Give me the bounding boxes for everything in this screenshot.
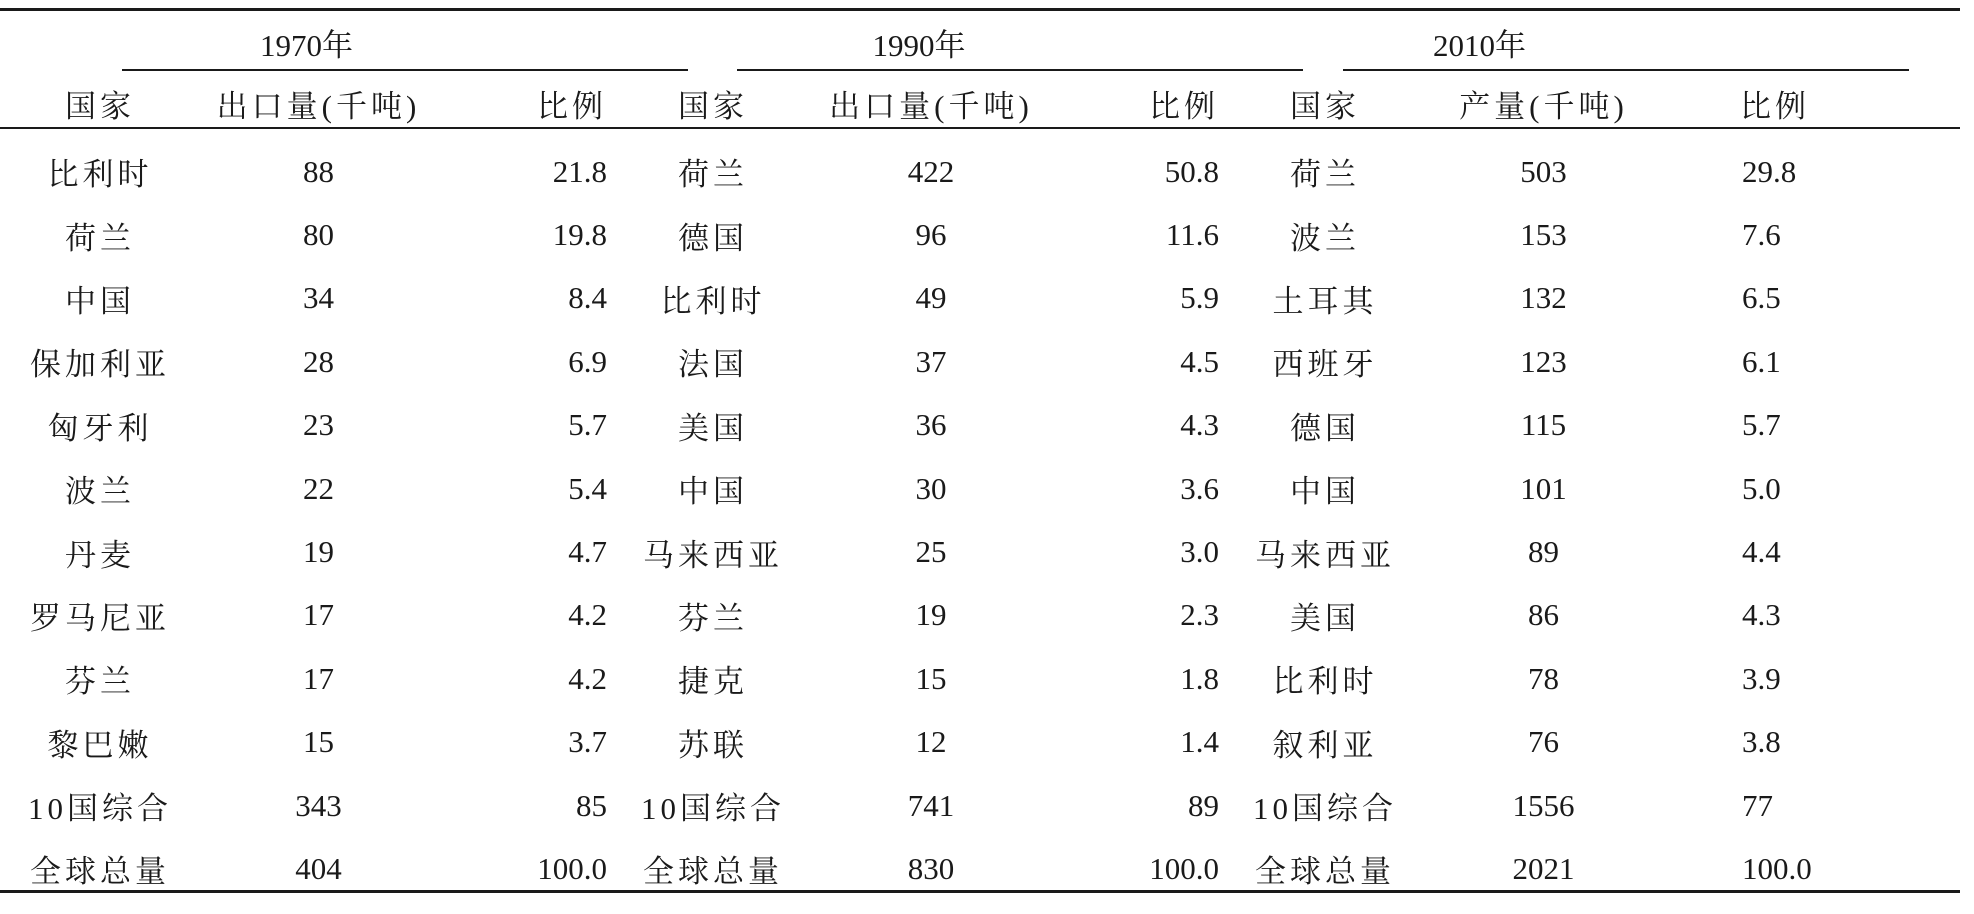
table-cell-quantity: 86 bbox=[1528, 597, 1559, 633]
table-cell-country: 荷兰 bbox=[65, 220, 135, 256]
table-cell-country: 马来西亚 bbox=[643, 537, 783, 573]
table-cell-country: 美国 bbox=[1290, 600, 1360, 636]
table-cell-quantity: 96 bbox=[915, 217, 947, 253]
table-row bbox=[0, 457, 1960, 520]
table-cell-country: 10国综合 bbox=[641, 791, 785, 827]
table-cell-country: 捷克 bbox=[678, 664, 748, 700]
table-cell-quantity: 76 bbox=[1528, 724, 1559, 760]
table-cell-ratio: 5.9 bbox=[1180, 280, 1219, 316]
table-cell-ratio: 100.0 bbox=[1742, 850, 1812, 886]
table-cell-quantity: 741 bbox=[907, 787, 955, 823]
table-cell-quantity: 37 bbox=[915, 343, 947, 379]
col-header-country: 国家 bbox=[1290, 88, 1360, 124]
col-header-country: 国家 bbox=[678, 88, 748, 124]
table-row bbox=[0, 330, 1960, 393]
table-cell-country: 芬兰 bbox=[678, 600, 748, 636]
table-body bbox=[0, 134, 1960, 901]
table-cell-quantity: 89 bbox=[1528, 534, 1559, 570]
table-cell-quantity: 80 bbox=[303, 217, 334, 253]
table-row bbox=[0, 774, 1960, 837]
table-cell-country: 全球总量 bbox=[30, 854, 170, 890]
table-cell-ratio: 50.8 bbox=[1164, 153, 1219, 189]
table-cell-quantity: 132 bbox=[1520, 280, 1567, 316]
table-cell-ratio: 21.8 bbox=[552, 153, 607, 189]
table-cell-country: 丹麦 bbox=[65, 537, 135, 573]
table-cell-quantity: 23 bbox=[303, 407, 334, 443]
table-cell-country: 苏联 bbox=[678, 727, 748, 763]
table-cell-country: 西班牙 bbox=[1272, 347, 1378, 383]
col-header-export: 出口量(千吨) bbox=[829, 88, 1033, 124]
table-cell-ratio: 29.8 bbox=[1742, 153, 1797, 189]
table-cell-country: 德国 bbox=[678, 220, 748, 256]
table-cell-ratio: 1.8 bbox=[1180, 660, 1219, 696]
table-cell-ratio: 6.9 bbox=[568, 343, 607, 379]
table-cell-quantity: 15 bbox=[915, 660, 947, 696]
table-cell-quantity: 343 bbox=[295, 787, 342, 823]
table-cell-country: 全球总量 bbox=[643, 854, 783, 890]
col-header-export: 出口量(千吨) bbox=[216, 88, 421, 124]
table-cell-quantity: 12 bbox=[915, 724, 947, 760]
table-cell-quantity: 34 bbox=[303, 280, 334, 316]
table-row bbox=[0, 394, 1960, 457]
table-cell-country: 罗马尼亚 bbox=[30, 600, 170, 636]
table-cell-ratio: 4.2 bbox=[568, 660, 607, 696]
col-header-country: 国家 bbox=[65, 88, 135, 124]
table-row bbox=[0, 647, 1960, 710]
table-cell-country: 中国 bbox=[65, 283, 135, 319]
table-cell-country: 中国 bbox=[1290, 474, 1360, 510]
group-year-2010: 2010年 bbox=[1433, 27, 1526, 63]
table-cell-ratio: 19.8 bbox=[552, 217, 607, 253]
table-cell-ratio: 5.4 bbox=[568, 470, 607, 506]
table-cell-ratio: 7.6 bbox=[1742, 217, 1781, 253]
table-cell-quantity: 15 bbox=[303, 724, 334, 760]
table-cell-country: 荷兰 bbox=[1290, 157, 1360, 193]
table-cell-country: 中国 bbox=[678, 474, 748, 510]
export-table bbox=[0, 8, 1960, 901]
table-cell-country: 保加利亚 bbox=[30, 347, 170, 383]
table-cell-quantity: 36 bbox=[915, 407, 947, 443]
table-cell-country: 10国综合 bbox=[1253, 791, 1397, 827]
table-row bbox=[0, 203, 1960, 266]
table-cell-quantity: 115 bbox=[1520, 407, 1567, 443]
table-cell-ratio: 8.4 bbox=[568, 280, 607, 316]
table-cell-quantity: 123 bbox=[1520, 343, 1567, 379]
table-cell-ratio: 3.8 bbox=[1742, 724, 1781, 760]
table-cell-ratio: 4.7 bbox=[568, 534, 607, 570]
table-cell-quantity: 153 bbox=[1520, 217, 1567, 253]
table-cell-country: 波兰 bbox=[65, 474, 135, 510]
table-cell-quantity: 17 bbox=[303, 660, 334, 696]
table-cell-country: 比利时 bbox=[660, 283, 766, 319]
table-cell-quantity: 49 bbox=[915, 280, 947, 316]
table-cell-ratio: 2.3 bbox=[1180, 597, 1219, 633]
table-cell-quantity: 830 bbox=[907, 850, 955, 886]
table-cell-ratio: 3.6 bbox=[1180, 470, 1219, 506]
table-row bbox=[0, 837, 1960, 900]
table-cell-ratio: 3.9 bbox=[1742, 660, 1781, 696]
table-cell-quantity: 25 bbox=[915, 534, 947, 570]
table-cell-quantity: 17 bbox=[303, 597, 334, 633]
table-row bbox=[0, 584, 1960, 647]
table-cell-ratio: 4.4 bbox=[1742, 534, 1781, 570]
table-cell-ratio: 11.6 bbox=[1165, 217, 1219, 253]
table-cell-ratio: 89 bbox=[1188, 787, 1219, 823]
table-cell-country: 叙利亚 bbox=[1272, 727, 1378, 763]
table-cell-ratio: 5.7 bbox=[568, 407, 607, 443]
table-cell-quantity: 422 bbox=[907, 153, 955, 189]
table-cell-country: 芬兰 bbox=[65, 664, 135, 700]
col-header-ratio: 比例 bbox=[1740, 88, 1810, 124]
table-cell-country: 荷兰 bbox=[678, 157, 748, 193]
table-row bbox=[0, 134, 1960, 203]
group-year-1990: 1990年 bbox=[872, 27, 966, 63]
table-cell-quantity: 88 bbox=[303, 153, 334, 189]
table-cell-country: 10国综合 bbox=[28, 791, 172, 827]
table-cell-quantity: 101 bbox=[1520, 470, 1567, 506]
table-cell-ratio: 85 bbox=[576, 787, 607, 823]
table-cell-ratio: 1.4 bbox=[1180, 724, 1219, 760]
col-header-ratio: 比例 bbox=[1149, 88, 1219, 124]
table-cell-quantity: 2021 bbox=[1512, 850, 1575, 886]
table-cell-ratio: 3.0 bbox=[1180, 534, 1219, 570]
table-cell-country: 德国 bbox=[1290, 410, 1360, 446]
table-cell-quantity: 28 bbox=[303, 343, 334, 379]
table-cell-ratio: 6.5 bbox=[1742, 280, 1781, 316]
table-cell-ratio: 100.0 bbox=[537, 850, 607, 886]
table-cell-ratio: 100.0 bbox=[1149, 850, 1219, 886]
table-cell-quantity: 19 bbox=[303, 534, 334, 570]
table-cell-quantity: 19 bbox=[915, 597, 947, 633]
table-cell-ratio: 4.3 bbox=[1180, 407, 1219, 443]
table-cell-country: 黎巴嫩 bbox=[47, 727, 153, 763]
table-cell-ratio: 77 bbox=[1742, 787, 1773, 823]
table-cell-ratio: 3.7 bbox=[568, 724, 607, 760]
table-cell-country: 全球总量 bbox=[1255, 854, 1395, 890]
table-cell-quantity: 78 bbox=[1528, 660, 1559, 696]
group-year-1970: 1970年 bbox=[260, 27, 353, 63]
table-cell-ratio: 4.2 bbox=[568, 597, 607, 633]
table-row bbox=[0, 711, 1960, 774]
table-cell-quantity: 404 bbox=[295, 850, 342, 886]
table-cell-country: 土耳其 bbox=[1272, 283, 1378, 319]
table-cell-quantity: 22 bbox=[303, 470, 334, 506]
table-cell-quantity: 503 bbox=[1520, 153, 1567, 189]
table-cell-country: 马来西亚 bbox=[1255, 537, 1395, 573]
col-header-ratio: 比例 bbox=[537, 88, 607, 124]
table-cell-quantity: 30 bbox=[915, 470, 947, 506]
table-row bbox=[0, 267, 1960, 330]
table-cell-country: 匈牙利 bbox=[47, 410, 153, 446]
table-cell-ratio: 6.1 bbox=[1742, 343, 1781, 379]
table-cell-ratio: 4.3 bbox=[1742, 597, 1781, 633]
table-cell-quantity: 1556 bbox=[1512, 787, 1575, 823]
table-cell-country: 法国 bbox=[678, 347, 748, 383]
table-cell-ratio: 5.0 bbox=[1742, 470, 1781, 506]
table-cell-country: 比利时 bbox=[1272, 664, 1378, 700]
table-cell-ratio: 5.7 bbox=[1742, 407, 1781, 443]
table-cell-country: 比利时 bbox=[47, 157, 153, 193]
col-header-output: 产量(千吨) bbox=[1459, 88, 1628, 124]
table-cell-ratio: 4.5 bbox=[1180, 343, 1219, 379]
table-cell-country: 波兰 bbox=[1290, 220, 1360, 256]
table-row bbox=[0, 520, 1960, 583]
table-cell-country: 美国 bbox=[678, 410, 748, 446]
